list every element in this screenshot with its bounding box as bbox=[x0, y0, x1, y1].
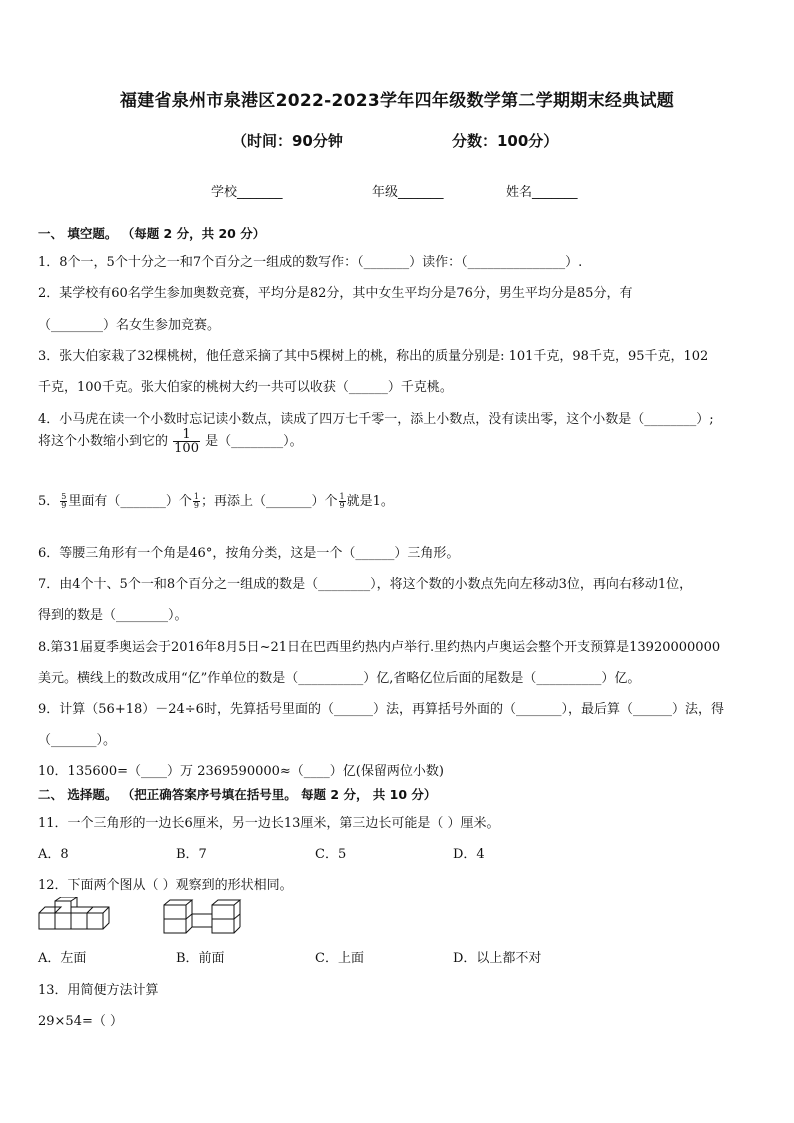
time-limit: （时间：90分钟 bbox=[232, 132, 343, 150]
question-12: 12．下面两个图从（ ）观察到的形状相同。 bbox=[38, 878, 293, 893]
fraction-one-ninth-2 bbox=[339, 493, 346, 510]
cube-figure-left bbox=[38, 897, 118, 937]
total-score: 分数：100分） bbox=[452, 132, 559, 150]
grade-field: 年级_______ bbox=[372, 185, 444, 200]
question-9-line1: 9．计算（56+18）－24÷6时，先算括号里面的（______）法，再算括号外面的（_______），最后算（______）法，得 bbox=[38, 702, 724, 717]
option-d: D．以上都不对 bbox=[453, 951, 542, 966]
question-5 bbox=[38, 490, 756, 510]
fraction-numerator: 1 bbox=[173, 428, 200, 442]
question-3-line1: 3．张大伯家栽了32棵桃树，他任意采摘了其中5棵树上的桃，称出的质量分别是: 101千克，98千克，95千克，102 bbox=[38, 349, 709, 364]
fraction-denominator: 9 bbox=[339, 501, 345, 510]
question-13-expression: 29×54=（ ） bbox=[38, 1014, 124, 1029]
exam-title: 福建省泉州市泉港区2022-2023学年四年级数学第二学期期末经典试题 bbox=[119, 91, 675, 111]
question-5-text-3: 就是1。 bbox=[346, 494, 394, 509]
option-c: C．5 bbox=[315, 847, 347, 862]
question-8-line1: 8.第31届夏季奥运会于2016年8月5日~21日在巴西里约热内卢举行.里约热内卢奥运会整个开支预算是13920000000 bbox=[38, 640, 721, 655]
question-3-line2: 千克，100千克。张大伯家的桃树大约一共可以收获（______）千克桃。 bbox=[38, 380, 453, 395]
question-7-line2: 得到的数是（________）。 bbox=[38, 608, 188, 623]
question-4-text-post: 是（________）。 bbox=[205, 434, 303, 449]
question-4-line2 bbox=[38, 428, 756, 455]
question-5-text-1: 里面有（_______）个 bbox=[68, 494, 192, 509]
question-1: 1．8个一，5个十分之一和7个百分之一组成的数写作：（_______）读作：（_______________）. bbox=[38, 255, 583, 270]
name-field: 姓名_______ bbox=[506, 185, 578, 200]
question-10: 10．135600=（____）万 2369590000≈（____）亿(保留两位小数) bbox=[38, 764, 444, 779]
question-8-line2: 美元。横线上的数改成用“亿”作单位的数是（__________）亿,省略亿位后面的尾数是（__________）亿。 bbox=[38, 671, 641, 686]
option-b: B．前面 bbox=[176, 951, 225, 966]
section1-heading: 一、 填空题。 （每题 2 分，共 20 分） bbox=[38, 226, 266, 241]
question-5-text-2: ；再添上（_______）个 bbox=[200, 494, 338, 509]
fraction-one-ninth bbox=[193, 493, 200, 510]
option-a: A．8 bbox=[38, 847, 69, 862]
question-11: 11．一个三角形的一边长6厘米，另一边长13厘米，第三边长可能是（ ）厘米。 bbox=[38, 816, 500, 831]
option-d: D．4 bbox=[453, 847, 485, 862]
fraction-numerator: 1 bbox=[339, 492, 345, 501]
cube-figure-right bbox=[163, 897, 243, 937]
question-7-line1: 7．由4个十、5个一和8个百分之一组成的数是（________），将这个数的小数点先向左移动3位，再向右移动1位， bbox=[38, 577, 693, 592]
question-2-line1: 2．某学校有60名学生参加奥数竞赛，平均分是82分，其中女生平均分是76分，男生平均分是85分，有 bbox=[38, 286, 633, 301]
option-c: C．上面 bbox=[315, 951, 364, 966]
option-b: B．7 bbox=[176, 847, 207, 862]
question-6: 6．等腰三角形有一个角是46°，按角分类，这是一个（______）三角形。 bbox=[38, 546, 460, 561]
question-2-line2: （________）名女生参加竞赛。 bbox=[38, 318, 221, 333]
fraction-denominator: 9 bbox=[193, 501, 199, 510]
question-13: 13．用简便方法计算 bbox=[38, 983, 159, 998]
question-9-line2: （_______）。 bbox=[38, 733, 117, 748]
option-a: A．左面 bbox=[38, 951, 87, 966]
fraction-five-ninths bbox=[60, 493, 67, 510]
fraction-numerator: 5 bbox=[61, 492, 67, 501]
school-field: 学校_______ bbox=[211, 185, 283, 200]
section2-heading: 二、 选择题。 （把正确答案序号填在括号里。 每题 2 分， 共 10 分） bbox=[38, 787, 437, 802]
question-4-line1: 4．小马虎在读一个小数时忘记读小数点，读成了四万七千零一，添上小数点，没有读出零，这个小数是（________）; bbox=[38, 412, 714, 427]
fraction-denominator: 100 bbox=[174, 441, 199, 456]
question-4-text-pre: 将这个小数缩小到它的 bbox=[38, 434, 169, 449]
fraction-numerator: 1 bbox=[193, 492, 199, 501]
fraction-denominator: 9 bbox=[61, 501, 67, 510]
fraction-one-hundredth bbox=[173, 428, 200, 455]
question-5-number: 5． bbox=[38, 494, 60, 509]
